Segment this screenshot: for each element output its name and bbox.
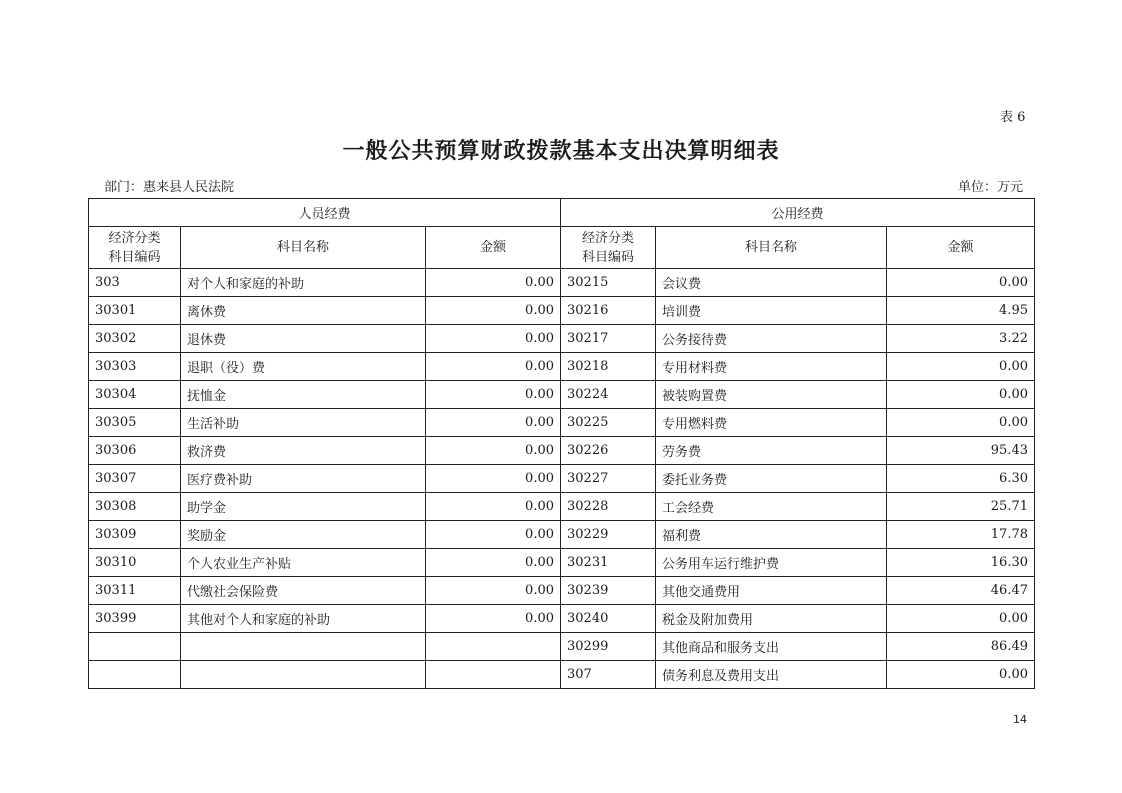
table-row: [89, 409, 1035, 437]
right-name-cell: 委托业务费: [656, 465, 887, 493]
right-name-cell: 被装购置费: [656, 381, 887, 409]
left-name-cell: 生活补助: [181, 409, 426, 437]
left-code-cell: 30306: [89, 437, 181, 465]
right-amount-cell: 0.00: [887, 409, 1035, 437]
col-header-name-right: 科目名称: [656, 227, 887, 269]
right-code-cell: 30215: [561, 269, 656, 297]
left-amount-cell: 0.00: [426, 353, 561, 381]
left-name-cell: 对个人和家庭的补助: [181, 269, 426, 297]
left-amount-cell: 0.00: [426, 269, 561, 297]
left-code-cell: 30301: [89, 297, 181, 325]
right-name-cell: 公务用车运行维护费: [656, 549, 887, 577]
table-row: [89, 297, 1035, 325]
table-number: 表 6: [1000, 110, 1026, 125]
right-name-cell: 其他商品和服务支出: [656, 633, 887, 661]
col-header-code-right: [561, 227, 656, 269]
table-row: [89, 577, 1035, 605]
right-amount-cell: 16.30: [887, 549, 1035, 577]
right-amount-cell: 4.95: [887, 297, 1035, 325]
right-name-cell: 会议费: [656, 269, 887, 297]
table-row: [89, 521, 1035, 549]
right-name-cell: 劳务费: [656, 437, 887, 465]
right-code-cell: 30226: [561, 437, 656, 465]
left-code-cell: [89, 633, 181, 661]
left-name-cell: 离休费: [181, 297, 426, 325]
right-code-cell: 30240: [561, 605, 656, 633]
group-personnel: 人员经费: [89, 199, 561, 227]
right-name-cell: 专用燃料费: [656, 409, 887, 437]
left-amount-cell: 0.00: [426, 381, 561, 409]
right-name-cell: 工会经费: [656, 493, 887, 521]
left-code-cell: 30302: [89, 325, 181, 353]
left-name-cell: 个人农业生产补贴: [181, 549, 426, 577]
left-name-cell: 抚恤金: [181, 381, 426, 409]
right-name-cell: 福利费: [656, 521, 887, 549]
right-name-cell: 其他交通费用: [656, 577, 887, 605]
col-header-code-left: [89, 227, 181, 269]
left-code-cell: 30311: [89, 577, 181, 605]
code-line1: 经济分类: [581, 230, 634, 246]
right-amount-cell: 3.22: [887, 325, 1035, 353]
right-amount-cell: 6.30: [887, 465, 1035, 493]
table-row: [89, 353, 1035, 381]
left-amount-cell: 0.00: [426, 297, 561, 325]
table-row: [89, 325, 1035, 353]
column-header-row: [89, 227, 1035, 269]
left-amount-cell: 0.00: [426, 437, 561, 465]
right-code-cell: 307: [561, 661, 656, 689]
right-name-cell: 公务接待费: [656, 325, 887, 353]
right-amount-cell: 0.00: [887, 661, 1035, 689]
code-line2: 科目编码: [581, 249, 634, 265]
right-code-cell: 30225: [561, 409, 656, 437]
col-header-name-left: 科目名称: [181, 227, 426, 269]
table-row: [89, 269, 1035, 297]
right-code-cell: 30299: [561, 633, 656, 661]
group-public: 公用经费: [561, 199, 1035, 227]
left-name-cell: 助学金: [181, 493, 426, 521]
left-name-cell: 退职（役）费: [181, 353, 426, 381]
left-name-cell: [181, 633, 426, 661]
document-title: 一般公共预算财政拨款基本支出决算明细表: [342, 138, 780, 164]
left-code-cell: [89, 661, 181, 689]
table-row: [89, 549, 1035, 577]
left-name-cell: 代缴社会保险费: [181, 577, 426, 605]
left-code-cell: 30399: [89, 605, 181, 633]
right-name-cell: 培训费: [656, 297, 887, 325]
table-row: [89, 493, 1035, 521]
left-amount-cell: 0.00: [426, 521, 561, 549]
expenditure-detail-table: [88, 198, 1035, 689]
left-code-cell: 30304: [89, 381, 181, 409]
group-header-row: [89, 199, 1035, 227]
right-amount-cell: 0.00: [887, 353, 1035, 381]
left-amount-cell: 0.00: [426, 577, 561, 605]
left-code-cell: 30308: [89, 493, 181, 521]
right-amount-cell: 25.71: [887, 493, 1035, 521]
table-row: [89, 437, 1035, 465]
left-amount-cell: 0.00: [426, 605, 561, 633]
page-number: 14: [1013, 713, 1027, 726]
right-code-cell: 30229: [561, 521, 656, 549]
left-name-cell: 医疗费补助: [181, 465, 426, 493]
right-code-cell: 30218: [561, 353, 656, 381]
table-row: [89, 381, 1035, 409]
col-header-amount-left: 金额: [426, 227, 561, 269]
right-code-cell: 30228: [561, 493, 656, 521]
department-label: 部门：惠来县人民法院: [104, 180, 235, 195]
left-amount-cell: 0.00: [426, 493, 561, 521]
right-name-cell: 债务利息及费用支出: [656, 661, 887, 689]
left-code-cell: 30305: [89, 409, 181, 437]
right-code-cell: 30216: [561, 297, 656, 325]
table-row: [89, 633, 1035, 661]
left-amount-cell: 0.00: [426, 409, 561, 437]
right-code-cell: 30224: [561, 381, 656, 409]
left-amount-cell: 0.00: [426, 549, 561, 577]
left-code-cell: 30307: [89, 465, 181, 493]
left-amount-cell: [426, 633, 561, 661]
left-name-cell: 救济费: [181, 437, 426, 465]
right-name-cell: 税金及附加费用: [656, 605, 887, 633]
code-line1: 经济分类: [108, 230, 161, 246]
right-amount-cell: 17.78: [887, 521, 1035, 549]
left-amount-cell: [426, 661, 561, 689]
code-line2: 科目编码: [108, 249, 161, 265]
left-name-cell: [181, 661, 426, 689]
table-row: [89, 605, 1035, 633]
left-name-cell: 其他对个人和家庭的补助: [181, 605, 426, 633]
right-code-cell: 30227: [561, 465, 656, 493]
right-code-cell: 30231: [561, 549, 656, 577]
table-row: [89, 661, 1035, 689]
right-amount-cell: 0.00: [887, 381, 1035, 409]
right-amount-cell: 0.00: [887, 605, 1035, 633]
right-amount-cell: 86.49: [887, 633, 1035, 661]
right-code-cell: 30239: [561, 577, 656, 605]
right-amount-cell: 95.43: [887, 437, 1035, 465]
right-name-cell: 专用材料费: [656, 353, 887, 381]
col-header-amount-right: 金额: [887, 227, 1035, 269]
left-name-cell: 退休费: [181, 325, 426, 353]
right-amount-cell: 46.47: [887, 577, 1035, 605]
left-code-cell: 30309: [89, 521, 181, 549]
left-code-cell: 30310: [89, 549, 181, 577]
left-code-cell: 303: [89, 269, 181, 297]
table-row: [89, 465, 1035, 493]
right-amount-cell: 0.00: [887, 269, 1035, 297]
right-code-cell: 30217: [561, 325, 656, 353]
unit-label: 单位：万元: [958, 180, 1024, 195]
left-name-cell: 奖励金: [181, 521, 426, 549]
left-amount-cell: 0.00: [426, 465, 561, 493]
left-amount-cell: 0.00: [426, 325, 561, 353]
left-code-cell: 30303: [89, 353, 181, 381]
